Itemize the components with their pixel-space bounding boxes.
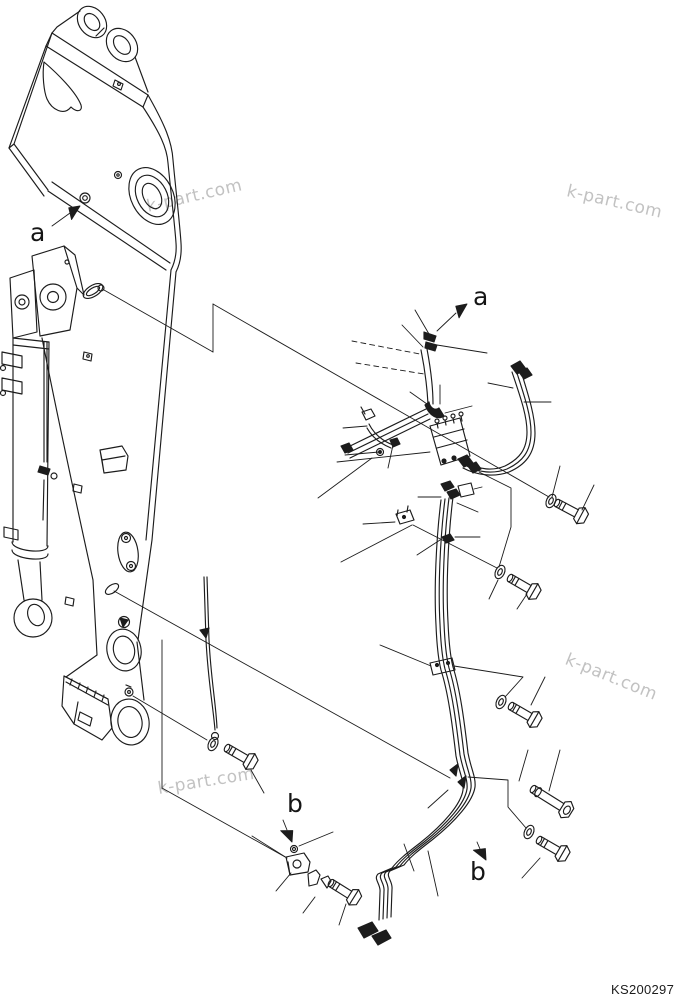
washer xyxy=(493,564,507,580)
callout-label-b-detail: b xyxy=(470,857,486,886)
hose-assembly xyxy=(458,361,535,475)
tube-bundle xyxy=(358,481,475,945)
fasteners xyxy=(206,493,590,908)
watermark: k-part.com xyxy=(144,175,245,217)
watermark: k-part.com xyxy=(562,649,661,705)
arm-grease-pipe xyxy=(200,577,219,740)
bolt xyxy=(505,697,544,730)
drawing-code: KS200297 xyxy=(611,982,674,997)
callout-a-arm-arrow xyxy=(52,202,83,226)
arm-link-boss-lower xyxy=(107,685,152,748)
bolt xyxy=(221,739,260,772)
callout-label-a-arm: a xyxy=(30,218,46,247)
leader-lines xyxy=(133,310,594,925)
mounting-bracket-small xyxy=(396,506,414,524)
callout-a-detail-arrow xyxy=(437,300,471,331)
arm-face-fittings xyxy=(65,193,141,628)
arm-foot xyxy=(62,676,112,740)
arm-beam xyxy=(9,33,181,700)
b-detail-group xyxy=(286,846,331,889)
watermark: k-part.com xyxy=(156,763,256,799)
bolt xyxy=(504,569,543,602)
arm-top-clevis xyxy=(52,1,148,92)
callout-label-a-detail: a xyxy=(473,282,489,311)
callout-label-b-left: b xyxy=(287,789,303,818)
watermark: k-part.com xyxy=(564,181,665,223)
cylinder-mount-bracket xyxy=(32,246,84,336)
detail-leader-b xyxy=(114,591,450,778)
callout-b-left-arrow xyxy=(281,820,297,844)
detail-leader-a xyxy=(104,290,549,497)
bolt xyxy=(551,494,591,526)
long-bolt xyxy=(526,780,576,821)
